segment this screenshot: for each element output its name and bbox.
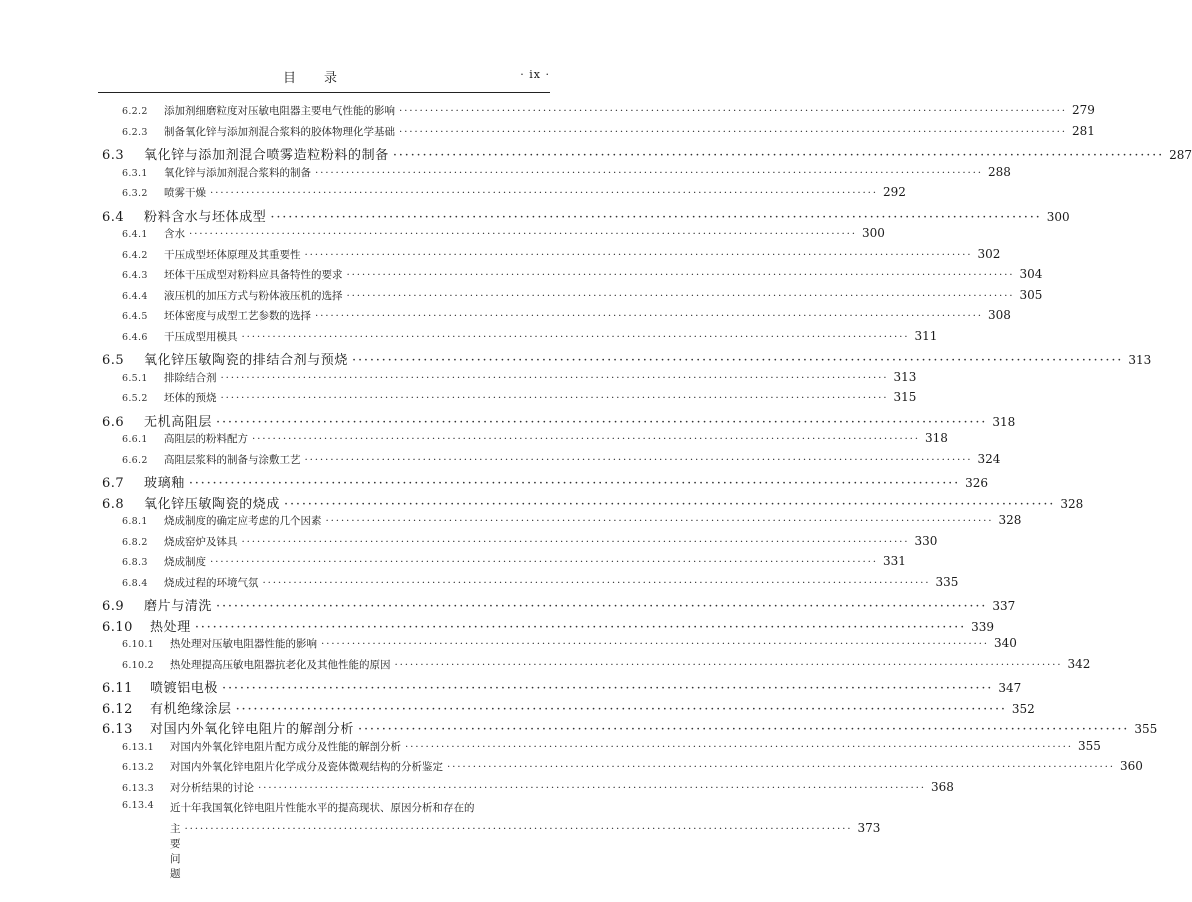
toc-entry[interactable] <box>100 554 906 575</box>
toc-entry-title: 干压成型用模具 <box>164 330 238 343</box>
toc-section-title: 有机绝缘涂层 <box>150 701 232 717</box>
toc-entry-page: 360 <box>1120 759 1143 773</box>
leader-dots <box>185 823 853 835</box>
toc-entry[interactable] <box>100 656 1091 678</box>
toc-entry-number: 6.13.4 <box>122 800 155 811</box>
toc-section-page: 328 <box>1060 496 1084 511</box>
toc-entry[interactable] <box>100 287 1043 309</box>
toc-entry[interactable] <box>100 369 917 391</box>
leader-dots <box>395 659 1063 671</box>
leader-dots <box>221 372 889 384</box>
toc-entry-page: 330 <box>914 533 938 548</box>
leader-dots <box>326 515 994 527</box>
toc-entry[interactable] <box>100 308 1011 329</box>
toc-entry-number: 6.3.2 <box>122 188 148 199</box>
toc-section-title: 氧化锌压敏陶瓷的排结合剂与预烧 <box>144 353 349 368</box>
toc-section-title: 对国内外氧化锌电阻片的解剖分析 <box>150 722 355 737</box>
header-title: 目录 <box>282 71 365 86</box>
leader-dots <box>252 433 920 445</box>
toc-section-page: 313 <box>1128 353 1152 367</box>
toc-entry-number: 6.4.3 <box>122 270 148 281</box>
toc-section-page: 352 <box>1011 701 1035 716</box>
toc-entry-page: 313 <box>893 369 917 384</box>
toc-entry-number: 6.8.3 <box>122 557 148 568</box>
toc-section-number: 6.6 <box>102 414 125 430</box>
toc-section-page: 318 <box>992 414 1016 429</box>
toc-section-title: 磨片与清洗 <box>144 599 213 614</box>
toc-section-number: 6.5 <box>102 353 125 368</box>
leader-dots <box>236 702 1007 717</box>
toc-section-page: 355 <box>1134 722 1158 736</box>
toc-entry-title-line1: 近十年我国氧化锌电阻片性能水平的提高现状、原因分析和存在的 <box>170 802 475 814</box>
table-of-contents <box>100 103 1192 880</box>
toc-entry-page: 335 <box>935 574 959 589</box>
toc-entry-number: 6.2.3 <box>122 126 148 138</box>
toc-section-number: 6.8 <box>102 496 125 512</box>
toc-entry-page: 368 <box>931 779 954 794</box>
toc-entry-title: 对国内外氧化锌电阻片配方成分及性能的解剖分析 <box>170 740 401 753</box>
toc-entry-title: 烧成制度 <box>164 556 206 568</box>
toc-entry-title: 对分析结果的讨论 <box>170 781 254 794</box>
leader-dots <box>447 761 1115 773</box>
toc-entry-title: 含水 <box>164 228 185 240</box>
toc-entry-title: 喷雾干燥 <box>164 187 206 199</box>
toc-entry-page: 318 <box>925 431 948 445</box>
toc-section-title: 氧化锌与添加剂混合喷雾造粒粉料的制备 <box>144 148 389 163</box>
toc-entry[interactable] <box>100 738 1101 760</box>
leader-dots <box>258 782 926 794</box>
leader-dots <box>352 353 1123 368</box>
toc-section-title: 无机高阻层 <box>144 414 213 430</box>
toc-entry-page: 355 <box>1078 738 1101 753</box>
toc-entry-page: 304 <box>1019 267 1043 281</box>
toc-section[interactable] <box>100 472 989 493</box>
toc-section-page: 287 <box>1169 148 1192 162</box>
toc-section[interactable] <box>100 616 995 637</box>
toc-entry-number: 6.13.3 <box>122 782 155 794</box>
toc-entry-title: 排除结合剂 <box>164 371 217 384</box>
toc-entry-title-line2: 主要问题 <box>170 822 181 880</box>
toc-entry-page: 308 <box>988 308 1011 322</box>
leader-dots <box>284 497 1055 512</box>
toc-entry[interactable] <box>100 574 959 596</box>
toc-entry-number: 6.5.2 <box>122 393 148 404</box>
toc-entry-title: 坯体密度与成型工艺参数的选择 <box>164 310 311 322</box>
toc-entry-number: 6.13.2 <box>122 762 155 773</box>
leader-dots <box>358 722 1129 737</box>
toc-section-title: 热处理 <box>150 619 191 635</box>
toc-entry-title: 氧化锌与添加剂混合浆料的制备 <box>164 166 311 179</box>
toc-entry-page: 305 <box>1019 287 1043 302</box>
toc-entry-number: 6.6.2 <box>122 454 148 466</box>
toc-entry-title: 高阻层的粉料配方 <box>164 433 248 445</box>
toc-entry-page: 281 <box>1072 123 1095 138</box>
leader-dots <box>315 167 983 179</box>
leader-dots <box>210 187 878 199</box>
toc-entry-number: 6.8.2 <box>122 536 148 548</box>
toc-section-number: 6.4 <box>102 209 125 225</box>
toc-section-number: 6.12 <box>102 701 133 717</box>
toc-section-title: 氧化锌压敏陶瓷的烧成 <box>144 496 281 512</box>
toc-entry[interactable] <box>100 779 954 801</box>
toc-entry-title: 制备氧化锌与添加剂混合浆料的胶体物理化学基础 <box>164 125 395 138</box>
leader-dots <box>263 577 931 589</box>
leader-dots <box>315 310 983 322</box>
leader-dots <box>399 105 1067 117</box>
toc-entry[interactable] <box>100 390 917 411</box>
toc-section[interactable] <box>100 595 1016 616</box>
toc-entry[interactable] <box>100 533 938 555</box>
toc-entry-page: 302 <box>977 246 1001 261</box>
toc-entry-page: 311 <box>914 328 938 343</box>
toc-entry[interactable] <box>100 267 1043 288</box>
toc-entry[interactable] <box>100 164 1011 186</box>
toc-entry-number: 6.2.2 <box>122 106 148 117</box>
toc-section[interactable] <box>100 411 1016 432</box>
leader-dots <box>270 210 1041 225</box>
toc-entry-title: 对国内外氧化锌电阻片化学成分及瓷体微观结构的分析鉴定 <box>170 761 443 773</box>
toc-section-title: 粉料含水与坯体成型 <box>144 209 267 225</box>
toc-entry-title: 烧成制度的确定应考虑的几个因素 <box>164 515 322 527</box>
leader-dots <box>347 269 1015 281</box>
toc-entry-number: 6.5.1 <box>122 372 148 384</box>
toc-section[interactable] <box>100 698 1035 719</box>
toc-entry-page: 331 <box>883 554 906 568</box>
toc-entry-title: 液压机的加压方式与粉体液压机的选择 <box>164 289 343 302</box>
toc-entry-title: 高阻层浆料的制备与涂敷工艺 <box>164 453 301 466</box>
toc-entry-page: 279 <box>1072 103 1095 117</box>
leader-dots <box>321 638 989 650</box>
leader-dots <box>210 556 878 568</box>
toc-section[interactable] <box>100 718 1158 739</box>
toc-entry[interactable] <box>100 431 948 452</box>
toc-entry-title: 坯体干压成型对粉料应具备特性的要求 <box>164 269 343 281</box>
toc-entry-title: 烧成过程的环境气氛 <box>164 576 259 589</box>
toc-entry-number: 6.10.1 <box>122 639 155 650</box>
toc-section[interactable] <box>100 349 1152 370</box>
leader-dots <box>189 228 857 240</box>
toc-entry[interactable] <box>100 123 1095 145</box>
header-page-marker: · ix · <box>520 68 550 81</box>
toc-entry[interactable] <box>100 226 885 247</box>
toc-entry-multiline[interactable] <box>100 800 881 880</box>
toc-section-page: 339 <box>971 619 995 634</box>
toc-entry[interactable] <box>100 328 938 350</box>
toc-entry[interactable] <box>100 513 1022 534</box>
toc-entry[interactable] <box>100 246 1001 268</box>
toc-entry-title: 烧成窑炉及钵具 <box>164 535 238 548</box>
toc-section[interactable] <box>100 206 1070 227</box>
toc-entry[interactable] <box>100 636 1017 657</box>
toc-entry-title: 热处理对压敏电阻器性能的影响 <box>170 638 317 650</box>
toc-section-number: 6.13 <box>102 722 133 737</box>
leader-dots <box>305 249 973 261</box>
toc-section-page: 300 <box>1046 209 1070 224</box>
toc-entry-page: 292 <box>883 185 906 199</box>
leader-dots <box>399 126 1067 138</box>
toc-section-page: 347 <box>998 681 1022 695</box>
toc-entry-page: 300 <box>862 226 885 240</box>
toc-entry[interactable] <box>100 451 1001 473</box>
leader-dots <box>405 741 1073 753</box>
leader-dots <box>195 620 966 635</box>
toc-entry-page: 342 <box>1067 656 1091 671</box>
leader-dots <box>305 454 973 466</box>
toc-entry-number: 6.8.1 <box>122 516 148 527</box>
leader-dots <box>242 536 910 548</box>
toc-entry-page: 340 <box>994 636 1017 650</box>
toc-entry-number: 6.4.6 <box>122 331 148 343</box>
toc-entry[interactable] <box>100 759 1143 780</box>
toc-entry-title: 干压成型坯体原理及其重要性 <box>164 248 301 261</box>
toc-section-number: 6.3 <box>102 148 125 163</box>
toc-section-title: 玻璃釉 <box>144 476 185 491</box>
toc-entry-title: 坯体的预烧 <box>164 392 217 404</box>
leader-dots <box>393 148 1164 163</box>
toc-section[interactable] <box>100 144 1192 165</box>
toc-entry-number: 6.4.2 <box>122 249 148 261</box>
leader-dots <box>221 392 889 404</box>
toc-section-page: 337 <box>992 599 1016 613</box>
toc-entry-number: 6.4.4 <box>122 290 148 302</box>
leader-dots <box>222 681 993 696</box>
toc-entry-page: 315 <box>893 390 917 404</box>
toc-section-title: 喷镀铝电极 <box>150 681 219 696</box>
toc-entry-number: 6.4.5 <box>122 311 148 322</box>
toc-section-number: 6.10 <box>102 619 133 635</box>
toc-entry-number: 6.6.1 <box>122 434 148 445</box>
toc-entry-title: 热处理提高压敏电阻器抗老化及其他性能的原因 <box>170 658 391 671</box>
toc-entry-number: 6.4.1 <box>122 229 148 240</box>
toc-entry-page: 324 <box>977 451 1001 466</box>
toc-entry-number: 6.13.1 <box>122 741 155 753</box>
toc-entry-title: 添加剂细磨粒度对压敏电阻器主要电气性能的影响 <box>164 105 395 117</box>
toc-entry-page: 288 <box>988 164 1011 179</box>
leader-dots <box>347 290 1015 302</box>
header-rule <box>98 92 550 93</box>
toc-section[interactable] <box>100 493 1084 514</box>
toc-section-number: 6.7 <box>102 476 125 491</box>
toc-entry[interactable] <box>100 185 906 206</box>
leader-dots <box>216 599 987 614</box>
running-header <box>98 64 550 84</box>
leader-dots <box>242 331 910 343</box>
toc-entry-number: 6.8.4 <box>122 577 148 589</box>
leader-dots <box>216 415 987 430</box>
toc-entry-number: 6.10.2 <box>122 659 155 671</box>
toc-section-page: 326 <box>965 476 989 490</box>
toc-section-number: 6.9 <box>102 599 125 614</box>
leader-dots <box>189 476 960 491</box>
toc-entry[interactable] <box>100 103 1095 124</box>
toc-section[interactable] <box>100 677 1022 698</box>
toc-entry-page: 373 <box>857 820 881 835</box>
toc-entry-number: 6.3.1 <box>122 167 148 179</box>
toc-entry-page: 328 <box>998 513 1022 527</box>
toc-section-number: 6.11 <box>102 681 133 696</box>
